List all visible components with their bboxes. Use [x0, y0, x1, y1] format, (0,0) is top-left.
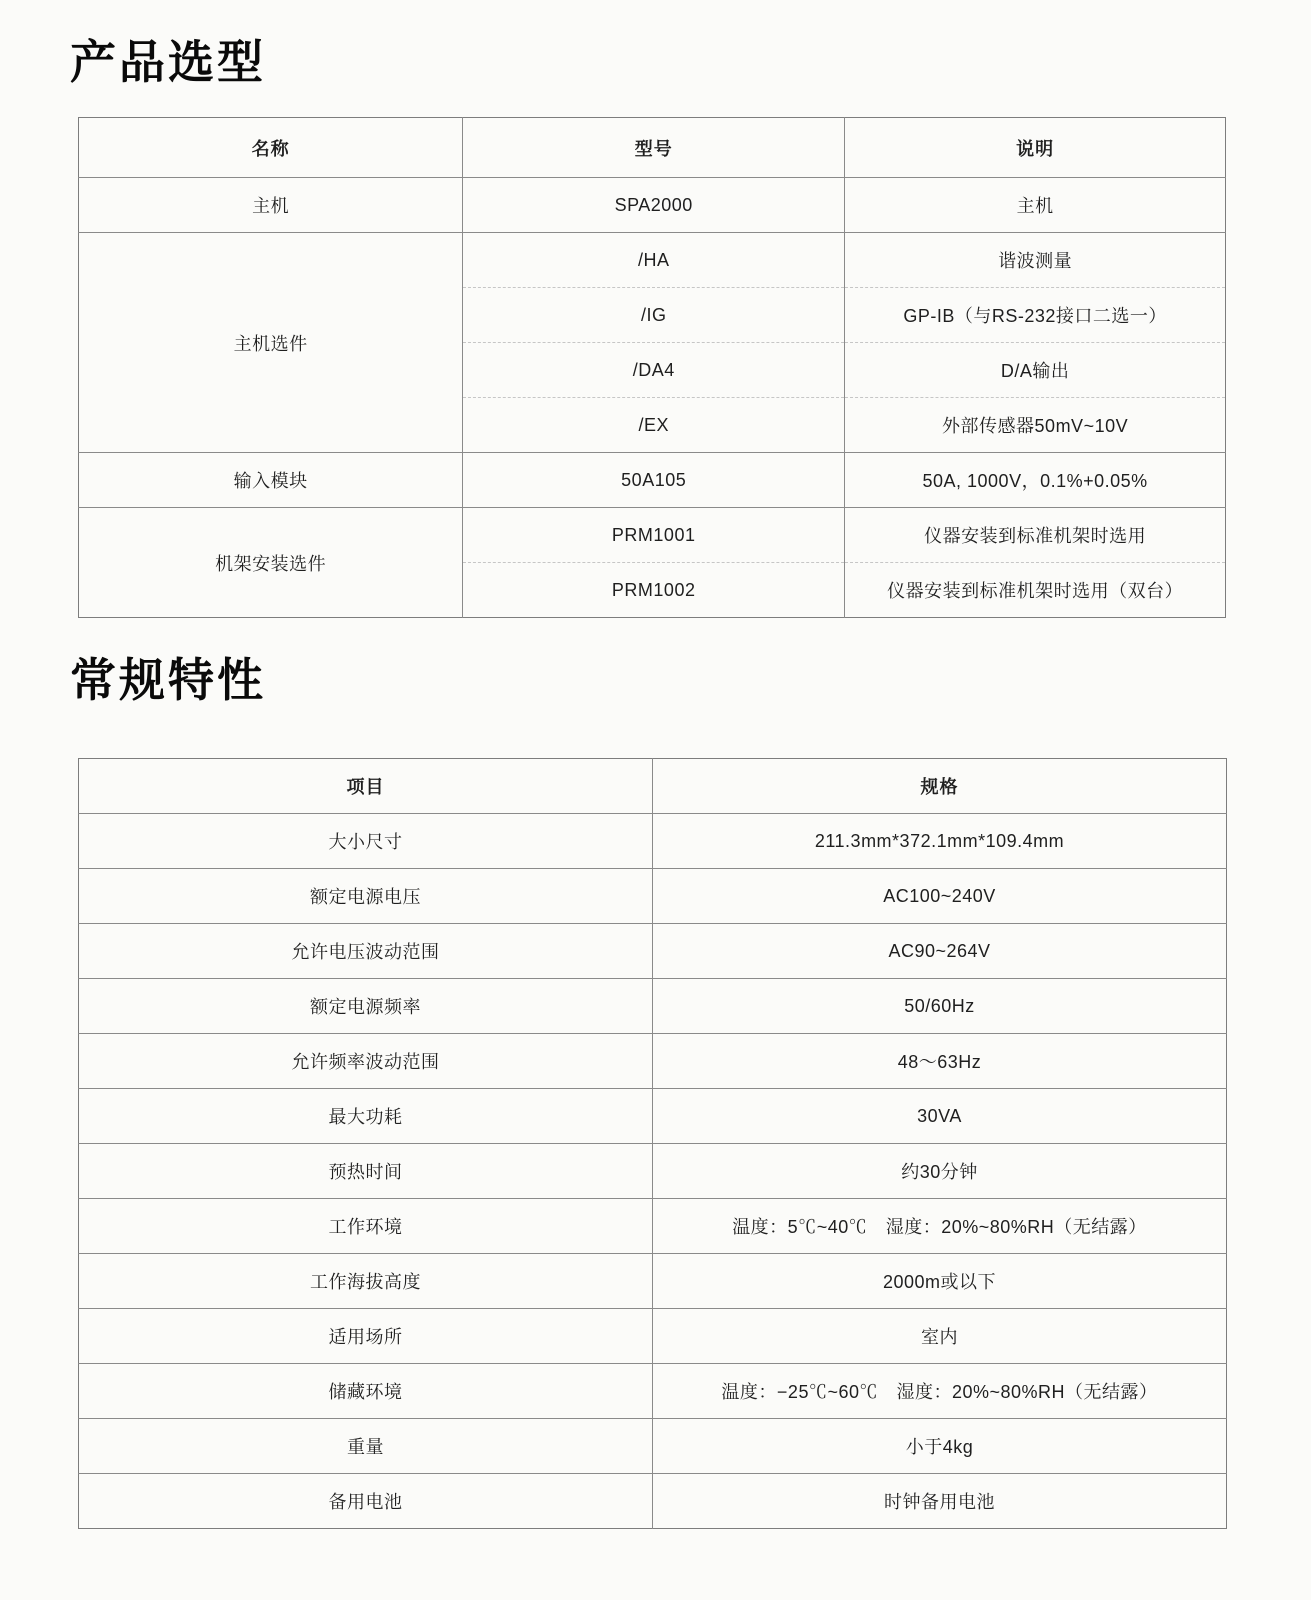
spec-cell: 50/60Hz: [653, 979, 1227, 1034]
spec-cell: 48～63Hz: [653, 1034, 1227, 1089]
table-row: [79, 1144, 1227, 1199]
header-cell-model: 型号: [463, 118, 845, 178]
desc-cell: 谐波测量: [845, 233, 1226, 288]
item-cell: 额定电源电压: [79, 869, 653, 924]
desc-cell: 50A, 1000V，0.1%+0.05%: [845, 453, 1226, 508]
spec-cell: 小于4kg: [653, 1419, 1227, 1474]
item-cell: 大小尺寸: [79, 814, 653, 869]
name-cell: 主机: [79, 178, 463, 233]
item-cell: 允许电压波动范围: [79, 924, 653, 979]
spec-cell: 室内: [653, 1309, 1227, 1364]
item-cell: 最大功耗: [79, 1089, 653, 1144]
header-cell-item: 项目: [346, 777, 385, 797]
table-row: [79, 1419, 1227, 1474]
table-row: [79, 814, 1227, 869]
item-cell: 重量: [79, 1419, 653, 1474]
table-row: [79, 233, 1226, 288]
table-header-row: [79, 759, 1227, 814]
desc-cell: GP-IB（与RS-232接口二选一）: [845, 288, 1226, 343]
table-row: [79, 924, 1227, 979]
item-cell: 额定电源频率: [79, 979, 653, 1034]
section-title-general-characteristics: 常规特性: [70, 654, 266, 706]
section-title-product-selection: 产品选型: [70, 36, 266, 88]
item-cell: 工作环境: [79, 1199, 653, 1254]
model-cell: PRM1001: [463, 508, 845, 563]
spec-cell: 211.3mm*372.1mm*109.4mm: [653, 814, 1227, 869]
table-row: [79, 453, 1226, 508]
model-cell: /IG: [463, 288, 845, 343]
item-cell: 允许频率波动范围: [79, 1034, 653, 1089]
desc-cell: 仪器安装到标准机架时选用: [845, 508, 1226, 563]
desc-cell: 外部传感器50mV~10V: [845, 398, 1226, 453]
name-cell: 主机选件: [79, 233, 463, 453]
desc-cell: 仪器安装到标准机架时选用（双台）: [845, 563, 1226, 618]
item-cell: 适用场所: [79, 1309, 653, 1364]
item-cell: 工作海拔高度: [79, 1254, 653, 1309]
spec-cell: 30VA: [653, 1089, 1227, 1144]
table-row: [79, 979, 1227, 1034]
desc-cell: D/A输出: [845, 343, 1226, 398]
header-cell-name: 名称: [251, 138, 290, 159]
header-cell-description: 说明: [845, 118, 1226, 178]
spec-cell: 时钟备用电池: [653, 1474, 1227, 1529]
spec-cell: 温度：−25℃~60℃ 湿度：20%~80%RH（无结露）: [653, 1364, 1227, 1419]
table-row: [79, 1089, 1227, 1144]
desc-cell: 主机: [845, 178, 1226, 233]
general-characteristics-table: [78, 758, 1227, 1529]
spec-cell: 2000m或以下: [653, 1254, 1227, 1309]
model-cell: /HA: [463, 233, 845, 288]
table-row: [79, 1034, 1227, 1089]
model-cell: SPA2000: [463, 178, 845, 233]
table-row: [79, 869, 1227, 924]
spec-cell: AC90~264V: [653, 924, 1227, 979]
model-cell: /DA4: [463, 343, 845, 398]
item-cell: 预热时间: [79, 1144, 653, 1199]
table-row: [79, 1364, 1227, 1419]
spec-cell: AC100~240V: [653, 869, 1227, 924]
header-cell-spec: 规格: [653, 759, 1227, 814]
model-cell: PRM1002: [463, 563, 845, 618]
table-row: [79, 1254, 1227, 1309]
table-row: [79, 1199, 1227, 1254]
item-cell: 储藏环境: [79, 1364, 653, 1419]
table-header-row: [79, 118, 1226, 178]
table-row: [79, 1474, 1227, 1529]
product-selection-table: [78, 117, 1226, 618]
table-row: [79, 178, 1226, 233]
name-cell: 输入模块: [79, 453, 463, 508]
item-cell: 备用电池: [79, 1474, 653, 1529]
model-cell: 50A105: [463, 453, 845, 508]
table-row: [79, 1309, 1227, 1364]
table-row: [79, 508, 1226, 563]
model-cell: /EX: [463, 398, 845, 453]
name-cell: 机架安装选件: [79, 508, 463, 618]
spec-cell: 约30分钟: [653, 1144, 1227, 1199]
spec-cell: 温度：5℃~40℃ 湿度：20%~80%RH（无结露）: [653, 1199, 1227, 1254]
